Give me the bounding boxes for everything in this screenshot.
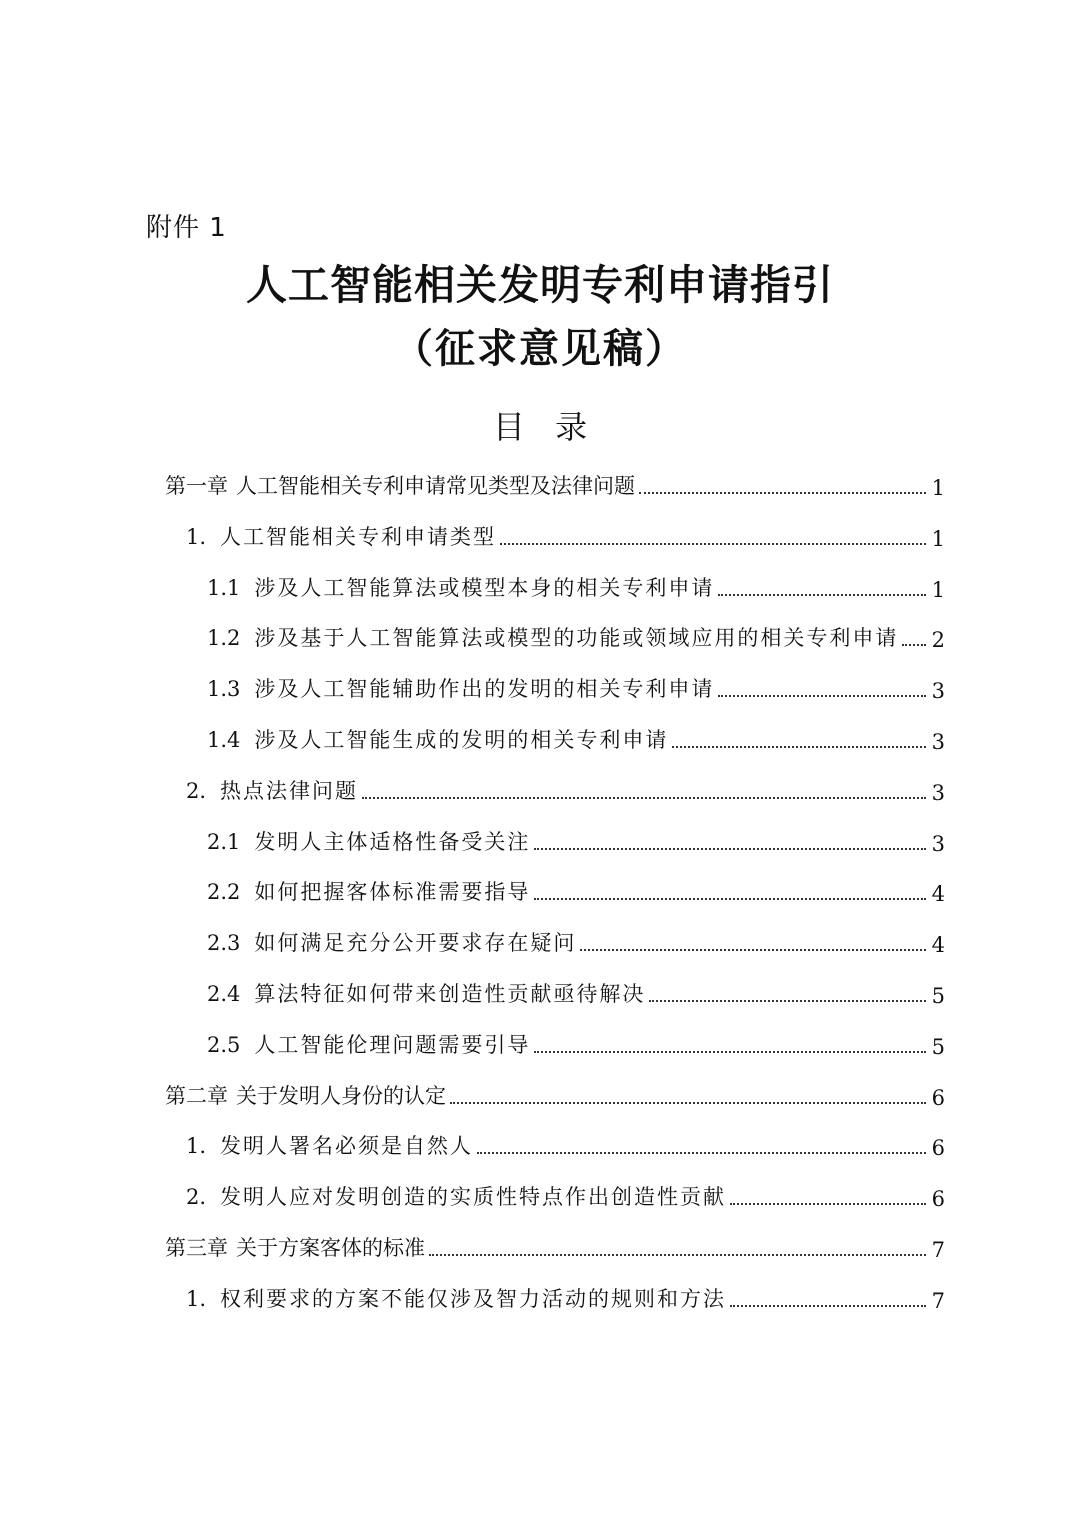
toc-entry[interactable] xyxy=(207,562,945,602)
toc-entry[interactable] xyxy=(186,765,945,805)
dot-leader xyxy=(730,1202,926,1205)
toc-entry-label xyxy=(207,826,530,856)
toc-entry-label xyxy=(165,1232,425,1262)
toc-entry-page: 2 xyxy=(931,628,945,653)
toc-entry-text: 发明人主体适格性备受关注 xyxy=(254,829,531,854)
toc-entry-text: 关于方案客体的标准 xyxy=(236,1236,425,1260)
toc-entry-text: 涉及人工智能生成的发明的相关专利申请 xyxy=(254,728,669,752)
dot-leader xyxy=(534,1050,925,1053)
toc-entry-text: 涉及人工智能算法或模型本身的相关专利申请 xyxy=(254,575,715,600)
toc-entry-label xyxy=(207,978,645,1008)
toc-entry-number: 1.4 xyxy=(207,728,241,752)
toc-entry[interactable] xyxy=(207,816,945,856)
toc-entry[interactable] xyxy=(207,612,945,652)
toc-entry-page: 5 xyxy=(931,984,945,1008)
toc-entry-label xyxy=(186,1283,726,1313)
toc-entry-number: 1. xyxy=(186,1286,207,1311)
toc-entry-text: 关于发明人身份的认定 xyxy=(236,1083,446,1108)
toc-entry-label xyxy=(186,1181,726,1211)
toc-entry-page: 7 xyxy=(931,1288,945,1313)
toc-entry[interactable] xyxy=(207,866,945,906)
toc-entry-label xyxy=(186,1130,473,1160)
toc-entry-text: 发明人应对发明创造的实质性特点作出创造性贡献 xyxy=(220,1185,727,1210)
toc-entry-label xyxy=(207,1029,530,1059)
toc-entry-number: 1. xyxy=(186,1134,207,1159)
toc-entry-label xyxy=(207,724,668,754)
toc-entry-text: 热点法律问题 xyxy=(220,778,359,803)
toc-entry-page: 3 xyxy=(931,730,945,754)
toc-entry-page: 6 xyxy=(931,1085,945,1110)
toc-entry-text: 权利要求的方案不能仅涉及智力活动的规则和方法 xyxy=(220,1286,727,1311)
toc-entry-text: 如何满足充分公开要求存在疑问 xyxy=(254,931,577,956)
toc-entry[interactable] xyxy=(165,1222,945,1262)
toc-entry-text: 发明人署名必须是自然人 xyxy=(220,1134,474,1159)
dot-leader xyxy=(649,999,925,1002)
dot-leader xyxy=(672,745,925,748)
dot-leader xyxy=(730,1304,926,1307)
dot-leader xyxy=(580,948,925,951)
toc-entry-number: 第二章 xyxy=(165,1083,228,1108)
toc-heading: 目 录 xyxy=(492,408,598,446)
dot-leader xyxy=(362,796,926,799)
dot-leader xyxy=(534,897,925,900)
toc-entry-number: 2.4 xyxy=(207,982,241,1006)
dot-leader xyxy=(429,1253,926,1256)
toc-entry[interactable] xyxy=(165,460,945,500)
toc-entry-number: 2.2 xyxy=(207,880,241,905)
toc-entry-label xyxy=(207,572,714,602)
toc-entry[interactable] xyxy=(207,1019,945,1059)
toc-entry-text: 人工智能相关专利申请常见类型及法律问题 xyxy=(236,474,635,498)
toc-entry-page: 1 xyxy=(931,526,945,551)
toc-entry-label xyxy=(207,673,714,703)
dot-leader xyxy=(718,593,925,596)
toc-entry-number: 第三章 xyxy=(165,1236,228,1260)
toc-entry-page: 3 xyxy=(931,831,945,856)
toc-entry-label xyxy=(165,470,635,500)
toc-entry[interactable] xyxy=(207,968,945,1008)
toc-entry-label xyxy=(165,1080,446,1110)
toc-entry-label xyxy=(207,927,576,957)
toc-entry-page: 7 xyxy=(931,1238,945,1262)
toc-entry-page: 1 xyxy=(931,476,945,500)
toc-entry-number: 2.5 xyxy=(207,1032,241,1057)
toc-entry-label xyxy=(207,622,898,652)
toc-entry-text: 如何把握客体标准需要指导 xyxy=(254,880,531,905)
toc-entry[interactable] xyxy=(207,714,945,754)
toc-entry[interactable] xyxy=(186,1171,945,1211)
toc-entry-number: 2. xyxy=(186,1185,207,1210)
toc-entry[interactable] xyxy=(207,663,945,703)
toc-entry[interactable] xyxy=(165,1070,945,1110)
toc-entry-page: 3 xyxy=(931,780,945,805)
toc-entry-number: 1.3 xyxy=(207,677,241,702)
toc-entry[interactable] xyxy=(186,511,945,551)
toc-entry-text: 人工智能相关专利申请类型 xyxy=(220,524,497,549)
document-title: 人工智能相关发明专利申请指引 xyxy=(246,261,834,309)
dot-leader xyxy=(450,1101,926,1104)
toc-entry[interactable] xyxy=(186,1120,945,1160)
toc-entry-number: 1.1 xyxy=(207,575,241,600)
dot-leader xyxy=(534,847,925,850)
toc-entry[interactable] xyxy=(186,1273,945,1313)
dot-leader xyxy=(477,1151,926,1154)
toc-entry-page: 5 xyxy=(931,1034,945,1059)
toc-entry-page: 3 xyxy=(931,679,945,704)
toc-entry-number: 1.2 xyxy=(207,626,241,651)
toc-entry-label xyxy=(207,876,530,906)
toc-entry-page: 6 xyxy=(931,1187,945,1212)
attachment-label: 附件 1 xyxy=(146,213,227,243)
dot-leader xyxy=(500,542,926,545)
toc-entry-page: 4 xyxy=(931,933,945,958)
dot-leader xyxy=(718,694,925,697)
toc-entry-number: 2.1 xyxy=(207,829,241,854)
dot-leader xyxy=(902,643,925,646)
toc-entry-text: 算法特征如何带来创造性贡献亟待解决 xyxy=(254,982,646,1006)
toc-entry-text: 涉及基于人工智能算法或模型的功能或领域应用的相关专利申请 xyxy=(254,626,899,651)
toc-entry-number: 2.3 xyxy=(207,931,241,956)
toc-entry-text: 人工智能伦理问题需要引导 xyxy=(254,1032,531,1057)
toc-entry-page: 1 xyxy=(931,577,945,602)
toc-entry-number: 1. xyxy=(186,524,207,549)
toc-entry-label xyxy=(186,521,496,551)
toc-entry-page: 4 xyxy=(931,882,945,907)
document-subtitle: （征求意见稿） xyxy=(393,326,687,372)
dot-leader xyxy=(639,491,926,494)
toc-entry[interactable] xyxy=(207,917,945,957)
toc-entry-label xyxy=(186,775,358,805)
toc-entry-number: 第一章 xyxy=(165,474,228,498)
toc-entry-page: 6 xyxy=(931,1136,945,1161)
toc-entry-text: 涉及人工智能辅助作出的发明的相关专利申请 xyxy=(254,677,715,702)
toc-entry-number: 2. xyxy=(186,778,207,803)
